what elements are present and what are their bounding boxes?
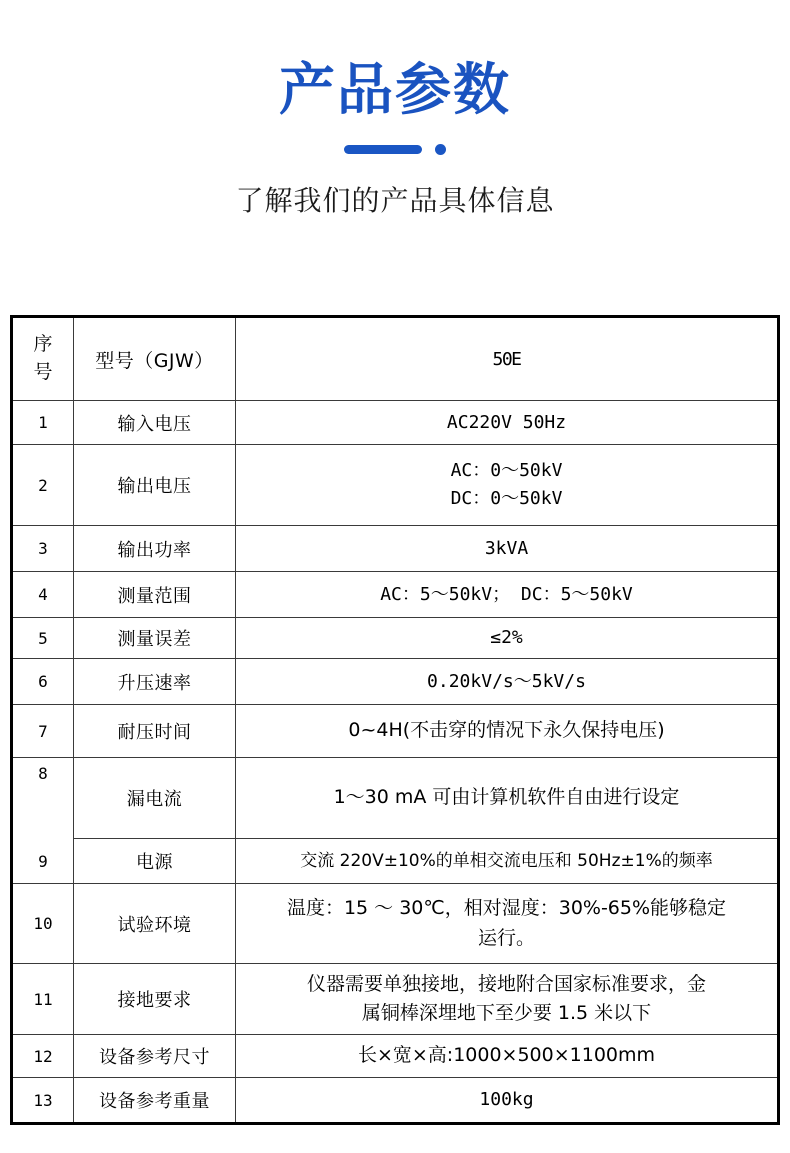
column-header-model: 型号（GJW） [74, 317, 236, 401]
column-header-value: 50E [236, 317, 779, 401]
cell-parameter-name: 升压速率 [74, 659, 236, 705]
page-title: 产品参数 [279, 58, 511, 123]
cell-value-line: 运行。 [477, 926, 535, 949]
cell-seq: 10 [12, 884, 74, 964]
cell-value-line: AC220V 50Hz [446, 411, 567, 433]
cell-value-line: AC：0～50kV [450, 460, 563, 482]
table-row [12, 758, 779, 839]
cell-seq: 6 [12, 659, 74, 705]
cell-value-line: 仪器需要单独接地，接地附合国家标准要求，金 [306, 972, 706, 995]
cell-parameter-value [236, 401, 779, 445]
cell-seq: 4 [12, 572, 74, 618]
spec-table [10, 315, 780, 1125]
table-row [12, 572, 779, 618]
divider-bar-icon [344, 145, 422, 154]
cell-parameter-name: 测量误差 [74, 618, 236, 659]
cell-value-line: 交流 220V±10%的单相交流电压和 50Hz±1%的频率 [300, 850, 713, 871]
cell-seq: 13 [12, 1078, 74, 1124]
cell-seq: 9 [12, 839, 74, 884]
cell-parameter-name: 试验环境 [74, 884, 236, 964]
cell-seq: 7 [12, 705, 74, 758]
cell-parameter-name: 接地要求 [74, 964, 236, 1035]
cell-parameter-name: 输入电压 [74, 401, 236, 445]
cell-parameter-value [236, 884, 779, 964]
table-row [12, 884, 779, 964]
table-row [12, 445, 779, 526]
cell-parameter-value [236, 839, 779, 884]
cell-parameter-value [236, 659, 779, 705]
table-row [12, 1035, 779, 1078]
title-divider [0, 143, 790, 157]
cell-parameter-name: 输出功率 [74, 526, 236, 572]
page-subtitle: 了解我们的产品具体信息 [235, 183, 555, 217]
cell-value-line: 长×宽×高:1000×500×1100mm [357, 1044, 656, 1067]
table-row [12, 705, 779, 758]
cell-value-line: 属铜棒深埋地下至少要 1.5 米以下 [361, 1002, 652, 1024]
cell-parameter-name: 电源 [74, 839, 236, 884]
cell-parameter-name: 输出电压 [74, 445, 236, 526]
cell-seq: 1 [12, 401, 74, 445]
cell-value-line: 1～30 mA 可由计算机软件自由进行设定 [333, 786, 680, 809]
table-row [12, 526, 779, 572]
divider-dot-icon [435, 144, 446, 155]
cell-parameter-value [236, 445, 779, 526]
cell-parameter-name: 设备参考尺寸 [74, 1035, 236, 1078]
table-row [12, 1078, 779, 1124]
cell-value-line: 3kVA [484, 537, 529, 559]
cell-value-line: 温度：15 ～ 30℃，相对湿度：30%-65%能够稳定 [286, 897, 727, 920]
cell-seq: 3 [12, 526, 74, 572]
table-row [12, 964, 779, 1035]
table-row [12, 618, 779, 659]
cell-parameter-name: 耐压时间 [74, 705, 236, 758]
cell-seq: 12 [12, 1035, 74, 1078]
cell-parameter-value [236, 705, 779, 758]
page-header [0, 0, 790, 219]
cell-parameter-value [236, 1035, 779, 1078]
column-header-seq [12, 317, 74, 401]
table-row [12, 401, 779, 445]
table-row [12, 839, 779, 884]
cell-value-line: ≤2% [490, 627, 523, 649]
cell-seq: 2 [12, 445, 74, 526]
column-header-seq-char-2: 号 [33, 361, 53, 383]
table-row [12, 659, 779, 705]
cell-parameter-value [236, 572, 779, 618]
cell-value-line: 0.20kV/s～5kV/s [427, 670, 586, 692]
cell-seq: 11 [12, 964, 74, 1035]
cell-parameter-value [236, 964, 779, 1035]
cell-value-line: 0~4H(不击穿的情况下永久保持电压) [348, 719, 665, 742]
cell-value-line: DC：0～50kV [450, 488, 563, 509]
cell-parameter-value [236, 618, 779, 659]
cell-value-line: AC：5～50kV； DC：5～50kV [380, 583, 633, 605]
cell-parameter-value [236, 1078, 779, 1124]
cell-parameter-name: 设备参考重量 [74, 1078, 236, 1124]
cell-parameter-value [236, 758, 779, 839]
cell-value-line: 100kg [479, 1089, 534, 1111]
cell-parameter-value [236, 526, 779, 572]
table-header-row [12, 317, 779, 401]
cell-parameter-name: 漏电流 [74, 758, 236, 839]
cell-seq: 5 [12, 618, 74, 659]
cell-parameter-name: 测量范围 [74, 572, 236, 618]
spec-table-wrapper [10, 315, 777, 1125]
column-header-seq-char-1: 序 [33, 333, 53, 356]
cell-seq: 8 [12, 758, 74, 839]
